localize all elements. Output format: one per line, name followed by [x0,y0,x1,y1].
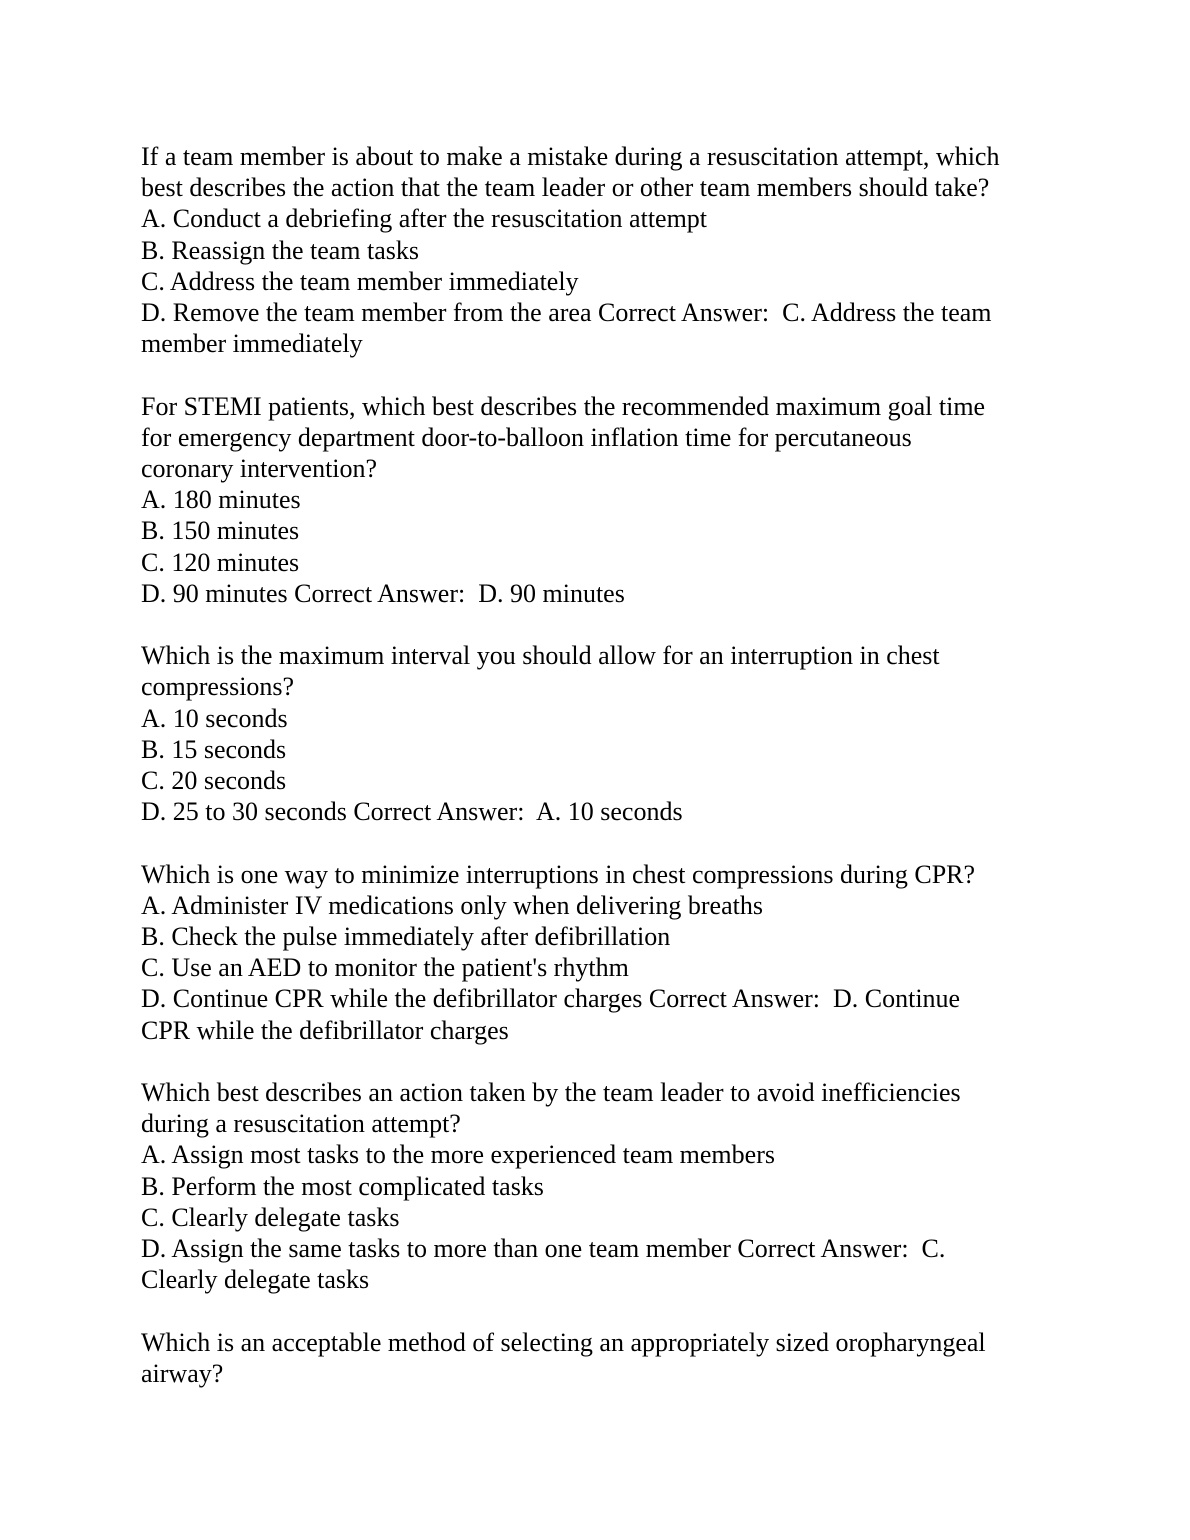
question-text-line: Which is the maximum interval you should allow for an interruption in chest [141,641,940,671]
question-text-line: for emergency department door-to-balloon inflation time for percutaneous [141,422,912,452]
answer-option-c: C. Use an AED to monitor the patient's rhythm [141,953,629,983]
answer-option-c: C. Clearly delegate tasks [141,1202,400,1232]
correct-answer-continuation: CPR while the defibrillator charges [141,1015,509,1045]
answer-option-d-with-correct-answer: D. Continue CPR while the defibrillator charges Correct Answer: D. Continue [141,984,961,1014]
answer-option-d-with-correct-answer: D. Remove the team member from the area Correct Answer: C. Address the team [141,298,992,328]
answer-option-d-with-correct-answer: D. 90 minutes Correct Answer: D. 90 minutes [141,578,625,608]
answer-option-a: A. Assign most tasks to the more experienced team members [141,1140,775,1170]
answer-option-c: C. Address the team member immediately [141,266,579,296]
answer-option-a: A. 180 minutes [141,485,301,515]
question-block-2 [141,391,1051,609]
document-page [141,141,1051,1420]
question-text-line: Which best describes an action taken by the team leader to avoid inefficiencies [141,1078,961,1108]
answer-option-b: B. Check the pulse immediately after defibrillation [141,922,671,952]
question-text-line: compressions? [141,672,295,702]
answer-option-b: B. 15 seconds [141,734,287,764]
question-text-line: best describes the action that the team leader or other team members should take? [141,173,990,203]
question-block-5 [141,1077,1051,1295]
question-text-line: Which is one way to minimize interruptions in chest compressions during CPR? [141,859,976,889]
answer-option-b: B. 150 minutes [141,516,300,546]
question-block-6 [141,1327,1051,1389]
question-block-3 [141,640,1051,827]
answer-option-d-with-correct-answer: D. Assign the same tasks to more than one team member Correct Answer: C. [141,1234,946,1264]
answer-option-c: C. 120 minutes [141,547,300,577]
answer-option-b: B. Perform the most complicated tasks [141,1171,544,1201]
correct-answer-continuation: Clearly delegate tasks [141,1265,370,1295]
question-text-line: Which is an acceptable method of selecting an appropriately sized oropharyngeal [141,1327,986,1357]
question-text-line: For STEMI patients, which best describes the recommended maximum goal time [141,391,986,421]
answer-option-a: A. Administer IV medications only when delivering breaths [141,890,763,920]
answer-option-b: B. Reassign the team tasks [141,235,420,265]
answer-option-a: A. Conduct a debriefing after the resuscitation attempt [141,204,708,234]
question-text-line: If a team member is about to make a mistake during a resuscitation attempt, which [141,142,1000,171]
answer-option-c: C. 20 seconds [141,766,287,796]
question-text-line: airway? [141,1358,224,1388]
question-text-line: during a resuscitation attempt? [141,1109,461,1139]
question-block-1 [141,141,1051,359]
answer-option-d-with-correct-answer: D. 25 to 30 seconds Correct Answer: A. 10 seconds [141,797,683,827]
question-text-line: coronary intervention? [141,454,378,484]
answer-option-a: A. 10 seconds [141,703,288,733]
question-block-4 [141,859,1051,1046]
correct-answer-continuation: member immediately [141,329,363,359]
